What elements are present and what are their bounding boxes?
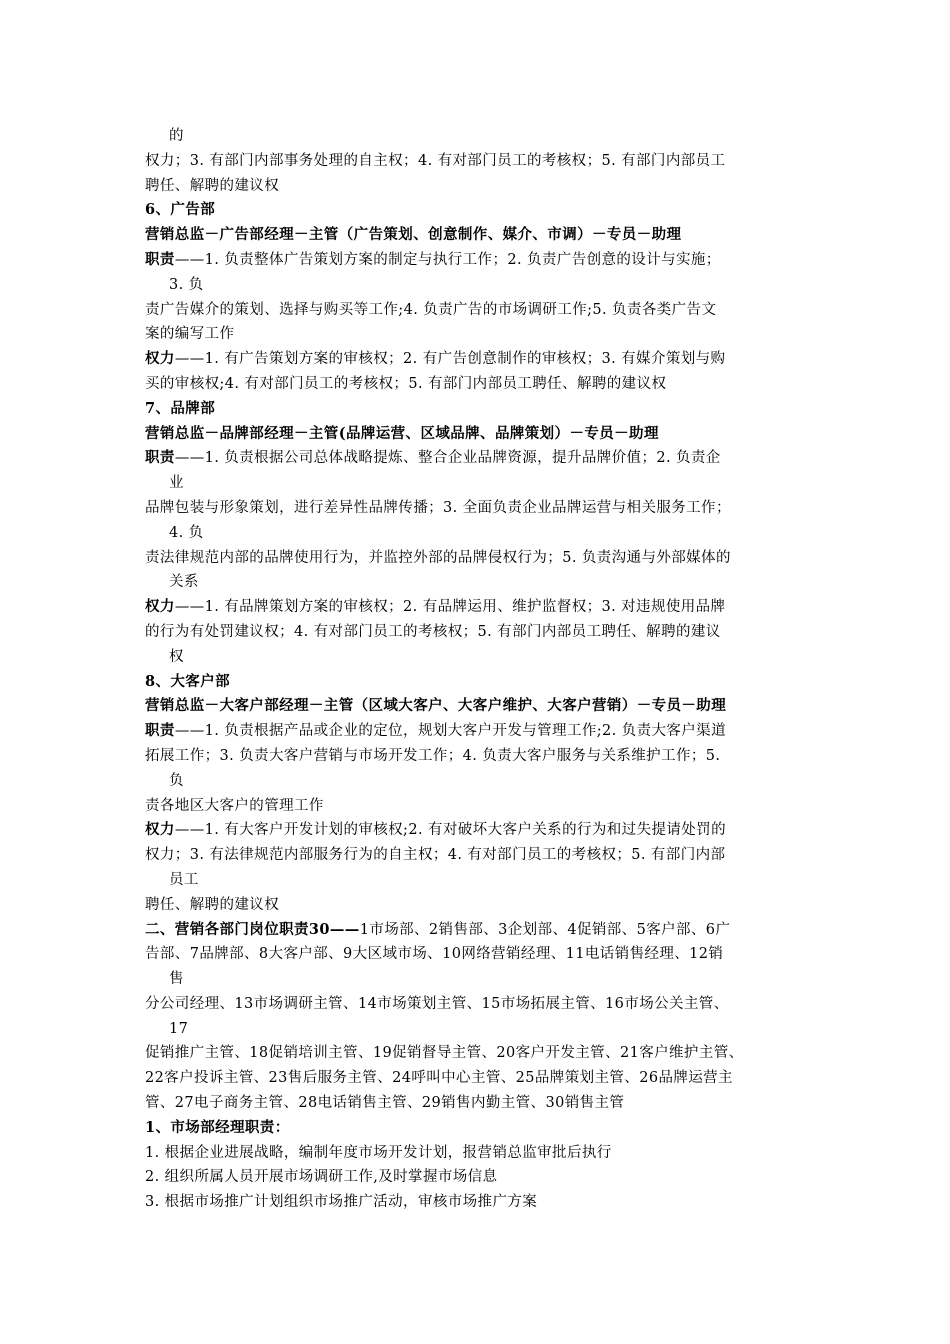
line-text: ——1. 负责整体广告策划方案的制定与执行工作；2. 负责广告创意的设计与实施；	[174, 251, 721, 268]
text-line	[145, 719, 815, 744]
text-line	[145, 818, 815, 843]
section-heading	[145, 397, 815, 422]
line-text: ——1. 有品牌策划方案的审核权；2. 有品牌运用、维护监督权；3. 对违规使用品牌	[174, 599, 726, 616]
text-line	[145, 570, 815, 595]
line-text: 案的编写工作	[145, 326, 235, 343]
document-body	[145, 124, 815, 1215]
text-line	[145, 1190, 815, 1215]
line-text: 7、品牌部	[145, 399, 216, 417]
text-line	[145, 471, 815, 496]
text-line	[145, 347, 815, 372]
line-text: 1市场部、2销售部、3企划部、4促销部、5客户部、6广	[359, 921, 731, 938]
section-heading	[145, 694, 815, 719]
text-line	[145, 1066, 815, 1091]
line-text: 3. 负	[169, 276, 204, 293]
text-line	[145, 298, 815, 323]
line-text: 分公司经理、13市场调研主管、14市场策划主管、15市场拓展主管、16市场公关主管、	[145, 995, 729, 1012]
text-line	[145, 1141, 815, 1166]
line-text: 聘任、解聘的建议权	[145, 896, 280, 913]
text-line	[145, 322, 815, 347]
line-text: 3. 根据市场推广计划组织市场推广活动，审核市场推广方案	[145, 1194, 538, 1211]
line-lead-label: 职责	[145, 449, 175, 467]
text-line	[145, 769, 815, 794]
line-text: ——1. 负责根据产品或企业的定位，规划大客户开发与管理工作;2. 负责大客户渠道	[174, 723, 726, 740]
line-text: 8、大客户部	[145, 672, 230, 690]
line-text: 责法律规范内部的品牌使用行为，并监控外部的品牌侵权行为；5. 负责沟通与外部媒体的	[145, 549, 731, 566]
line-text: 6、广告部	[145, 201, 216, 219]
line-text: 责各地区大客户的管理工作	[145, 797, 324, 814]
text-line	[145, 794, 815, 819]
line-text: 管、27电子商务主管、28电话销售主管、29销售内勤主管、30销售主管	[145, 1095, 625, 1112]
line-lead-label: 权力	[145, 598, 175, 616]
line-text: ——1. 有大客户开发计划的审核权;2. 有对破坏大客户关系的行为和过失提请处罚的	[174, 822, 726, 839]
section-heading	[145, 422, 815, 447]
line-text: 营销总监－大客户部经理－主管（区域大客户、大客户维护、大客户营销）－专员－助理	[145, 697, 727, 715]
text-line	[145, 893, 815, 918]
text-line	[145, 868, 815, 893]
line-text: 拓展工作；3. 负责大客户营销与市场开发工作；4. 负责大客户服务与关系维护工作；5.	[145, 747, 721, 764]
line-text: 促销推广主管、18促销培训主管、19促销督导主管、20客户开发主管、21客户维护主管、	[145, 1045, 744, 1062]
line-text: 权	[169, 648, 184, 665]
text-line	[145, 992, 815, 1017]
line-text: 责广告媒介的策划、选择与购买等工作;4. 负责广告的市场调研工作;5. 负责各类广告文	[145, 301, 717, 318]
text-line	[145, 248, 815, 273]
line-text: ——1. 有广告策划方案的审核权；2. 有广告创意制作的审核权；3. 有媒介策划与购	[174, 351, 726, 368]
line-text: 售	[169, 971, 184, 988]
line-lead-label: 权力	[145, 350, 175, 368]
text-line	[145, 744, 815, 769]
line-text: 4. 负	[169, 524, 204, 541]
section-heading	[145, 1116, 815, 1141]
line-lead-label: 权力	[145, 821, 175, 839]
line-text: 业	[169, 475, 184, 492]
text-line	[145, 496, 815, 521]
line-text: 聘任、解聘的建议权	[145, 177, 280, 194]
text-line	[145, 273, 815, 298]
line-text: 买的审核权;4. 有对部门员工的考核权；5. 有部门内部员工聘任、解聘的建议权	[145, 375, 667, 392]
text-line	[145, 918, 815, 943]
line-text: 告部、7品牌部、8大客户部、9大区域市场、10网络营销经理、11电话销售经理、12销	[145, 946, 724, 963]
text-line	[145, 149, 815, 174]
line-text: 权力；3. 有法律规范内部服务行为的自主权；4. 有对部门员工的考核权；5. 有部门内部	[145, 847, 726, 864]
text-line	[145, 942, 815, 967]
line-text: 1、市场部经理职责：	[145, 1118, 290, 1136]
text-line	[145, 521, 815, 546]
line-text: 1. 根据企业进展战略，编制年度市场开发计划，报营销总监审批后执行	[145, 1144, 612, 1161]
text-line	[145, 446, 815, 471]
text-line	[145, 372, 815, 397]
section-heading	[145, 198, 815, 223]
text-line	[145, 1091, 815, 1116]
line-text: 2. 组织所属人员开展市场调研工作,及时掌握市场信息	[145, 1169, 498, 1186]
line-text: 权力；3. 有部门内部事务处理的自主权；4. 有对部门员工的考核权；5. 有部门内部员工	[145, 152, 726, 169]
text-line	[145, 1165, 815, 1190]
text-line	[145, 174, 815, 199]
line-text: 营销总监－广告部经理－主管（广告策划、创意制作、媒介、市调）－专员－助理	[145, 226, 682, 244]
text-line	[145, 595, 815, 620]
section-heading	[145, 670, 815, 695]
line-text: 员工	[169, 871, 199, 888]
text-line	[145, 843, 815, 868]
text-line	[145, 620, 815, 645]
line-text: 营销总监－品牌部经理－主管(品牌运营、区域品牌、品牌策划）－专员－助理	[145, 424, 659, 442]
section-heading	[145, 223, 815, 248]
line-text: 22客户投诉主管、23售后服务主管、24呼叫中心主管、25品牌策划主管、26品牌运营主	[145, 1070, 733, 1087]
text-line	[145, 1017, 815, 1042]
line-text: 的	[169, 128, 184, 144]
line-text: 关系	[169, 574, 199, 591]
text-line	[145, 1041, 815, 1066]
line-lead-label: 职责	[145, 250, 175, 268]
text-line	[145, 546, 815, 571]
line-text: 的行为有处罚建议权；4. 有对部门员工的考核权；5. 有部门内部员工聘任、解聘的建议	[145, 623, 721, 640]
line-text: 品牌包装与形象策划，进行差异性品牌传播；3. 全面负责企业品牌运营与相关服务工作；	[145, 499, 731, 516]
line-text: 17	[169, 1020, 189, 1037]
line-text: 负	[169, 772, 184, 789]
line-text: ——1. 负责根据公司总体战略提炼、整合企业品牌资源，提升品牌价值；2. 负责企	[174, 450, 721, 467]
line-lead-label: 二、营销各部门岗位职责30——	[145, 920, 360, 938]
line-lead-label: 职责	[145, 722, 175, 740]
text-line	[145, 967, 815, 992]
text-line	[145, 124, 815, 149]
text-line	[145, 645, 815, 670]
